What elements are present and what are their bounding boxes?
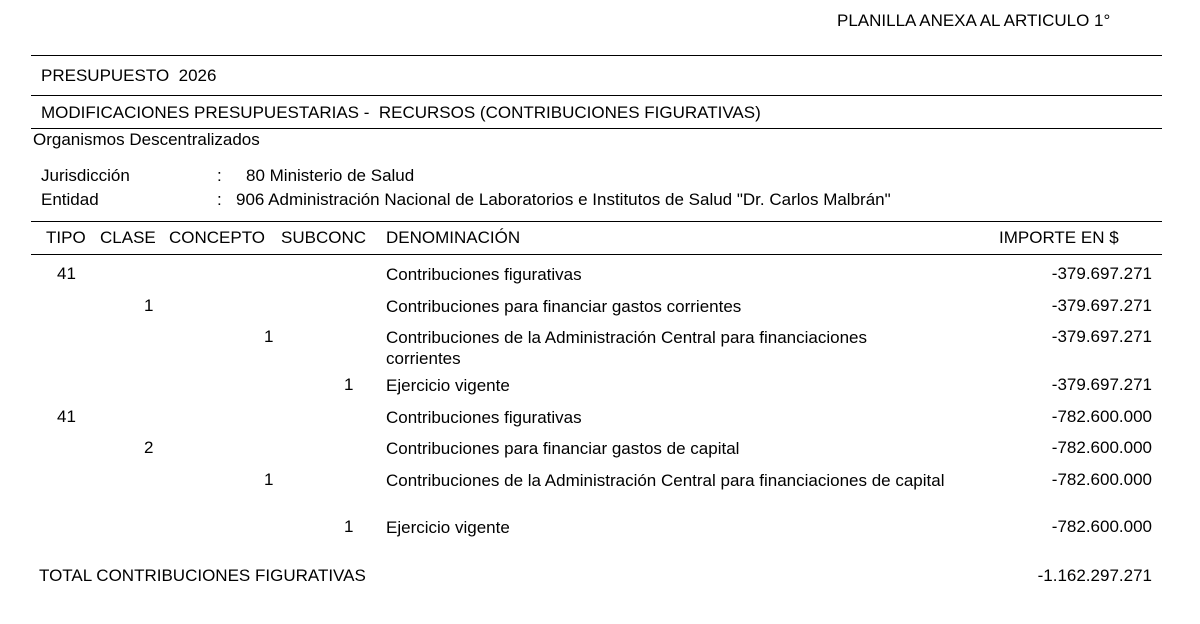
clase-cell: 2 — [144, 438, 154, 457]
importe-cell: -379.697.271 — [1051, 375, 1152, 394]
budget-year: 2026 — [178, 66, 217, 85]
column-header-importe: IMPORTE EN $ — [999, 228, 1119, 247]
jurisdiccion-label: Jurisdicción — [41, 166, 130, 185]
tipo-cell: 41 — [57, 264, 76, 283]
denominacion-cell: Contribuciones figurativas — [386, 408, 582, 427]
jurisdiccion-value: 80 Ministerio de Salud — [246, 166, 415, 185]
subconc-cell: 1 — [344, 375, 354, 394]
column-header-concepto: CONCEPTO — [169, 228, 266, 247]
divider — [31, 95, 1162, 96]
importe-cell: -782.600.000 — [1051, 407, 1152, 426]
divider — [31, 128, 1162, 129]
denominacion-cell: Ejercicio vigente — [386, 376, 510, 395]
subsection-title: Organismos Descentralizados — [33, 130, 260, 149]
tipo-cell: 41 — [57, 407, 76, 426]
jurisdiccion-colon: : — [217, 166, 222, 185]
importe-cell: -782.600.000 — [1051, 438, 1152, 457]
entidad-colon: : — [217, 190, 222, 209]
budget-label: PRESUPUESTO — [41, 66, 170, 85]
budget-heading — [41, 66, 216, 86]
entidad-label: Entidad — [41, 190, 99, 209]
denominacion-cell: Contribuciones figurativas — [386, 265, 582, 284]
denominacion-cell: Contribuciones de la Administración Central para financiaciones corrientes — [386, 328, 867, 368]
concepto-cell: 1 — [264, 327, 274, 346]
divider — [31, 55, 1162, 56]
denominacion-cell: Contribuciones para financiar gastos corrientes — [386, 297, 742, 316]
denominacion-cell: Ejercicio vigente — [386, 518, 510, 537]
concepto-cell: 1 — [264, 470, 274, 489]
column-header-clase: CLASE — [100, 228, 156, 247]
column-header-denominacion: DENOMINACIÓN — [386, 228, 521, 247]
divider — [31, 254, 1162, 255]
section-title: MODIFICACIONES PRESUPUESTARIAS - RECURSOS (CONTRIBUCIONES FIGURATIVAS) — [41, 103, 761, 122]
divider — [31, 221, 1162, 222]
importe-cell: -379.697.271 — [1051, 327, 1152, 346]
subconc-cell: 1 — [344, 517, 354, 536]
denominacion-cell: Contribuciones para financiar gastos de capital — [386, 439, 740, 458]
importe-cell: -379.697.271 — [1051, 264, 1152, 283]
importe-cell: -379.697.271 — [1051, 296, 1152, 315]
denominacion-cell: Contribuciones de la Administración Central para financiaciones de capital — [386, 471, 945, 490]
entidad-value: 906 Administración Nacional de Laboratorios e Institutos de Salud "Dr. Carlos Malbrán" — [236, 190, 891, 209]
annex-title: PLANILLA ANEXA AL ARTICULO 1° — [837, 11, 1111, 30]
column-header-tipo: TIPO — [46, 228, 86, 247]
clase-cell: 1 — [144, 296, 154, 315]
total-label: TOTAL CONTRIBUCIONES FIGURATIVAS — [39, 566, 366, 585]
importe-cell: -782.600.000 — [1051, 517, 1152, 536]
total-value: -1.162.297.271 — [1037, 566, 1152, 585]
column-header-subconc: SUBCONC — [281, 228, 367, 247]
importe-cell: -782.600.000 — [1051, 470, 1152, 489]
